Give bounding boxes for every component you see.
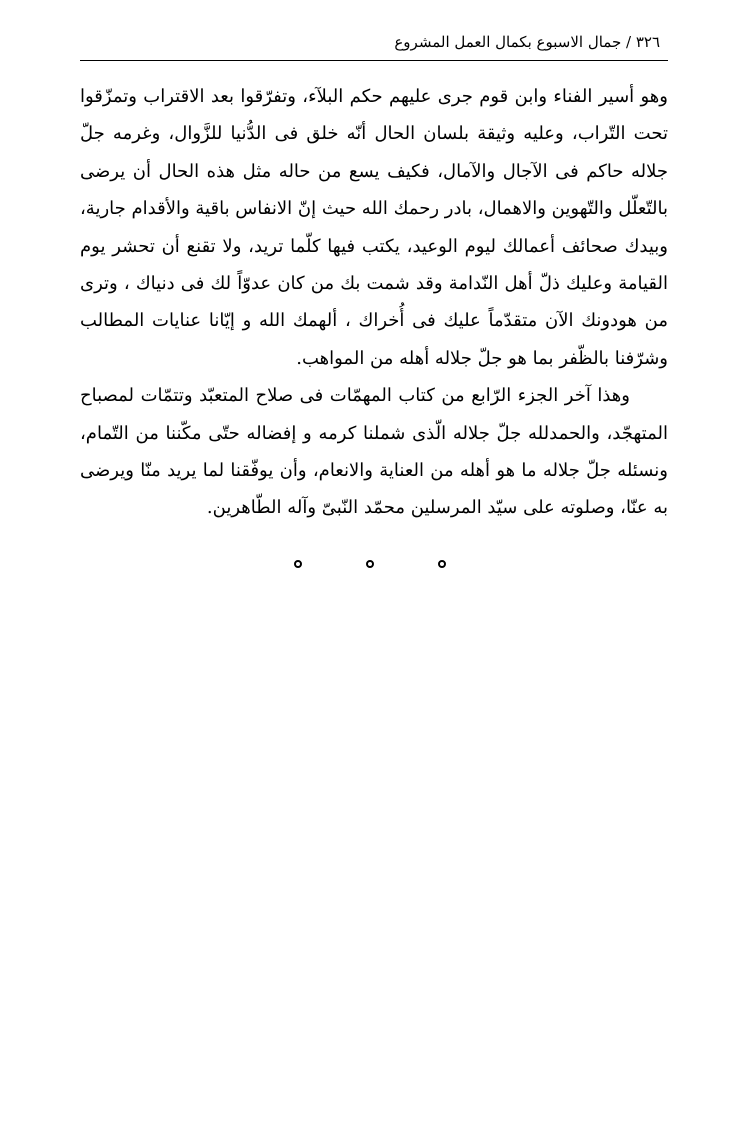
paragraph-1: وهو أسير الفناء وابن قوم جرى عليهم حكم البلآء، وتفرّقوا بعد الاقتراب وتمزّقوا تحت التّراب، وعليه وثيقة بلسان الحال أنّه خلق فى الدُّنيا للزَّوال، وغرمه جلّ جلاله حاكم فى الآجال والآمال، فكيف يسع من حاله مثل هذه الحال أن يرضى بالتّعلّل والتّهوين والاهمال، بادر رحمك الله حيث إنّ الانفاس باقية والأقدام جارية، وبيدك صحائف أعمالك ليوم الوعيد، يكتب فيها كلّما تريد، ولا تقنع أن تحشر يوم القيامة وعليك ذلّ أهل النّدامة وقد شمت بك من كان عدوّاً لك فى دنياك ، وترى من هودونك الآن متقدّماً عليك فى أُخراك ، ألهمك الله و إيّانا عنايات المطالب وشرّفنا بالظّفر بما هو جلّ جلاله أهله من المواهب.	[80, 86, 668, 369]
ornament-dot	[438, 560, 446, 568]
section-end-ornament	[280, 560, 460, 568]
body-text	[80, 78, 668, 527]
ornament-dot	[294, 560, 302, 568]
ornament-dot	[366, 560, 374, 568]
paragraph-2: وهذا آخر الجزء الرّابع من كتاب المهمّات فى صلاح المتعبّد وتتمّات لمصباح المتهجّد، والحمدلله جلّ جلاله الّذى شملنا كرمه و إفضاله حتّى مكّننا من التّمام، ونسئله جلّ جلاله ما هو أهله من العناية والانعام، وأن يوفّقنا لما يريد منّا ويرضى به عنّا، وصلوته على سيّد المرسلين محمّد النّبىّ وآله الطّاهرين.	[80, 385, 668, 519]
running-header: ٣٢٦ / جمال الاسبوع بكمال العمل المشروع	[394, 33, 660, 51]
header-rule	[80, 60, 668, 61]
